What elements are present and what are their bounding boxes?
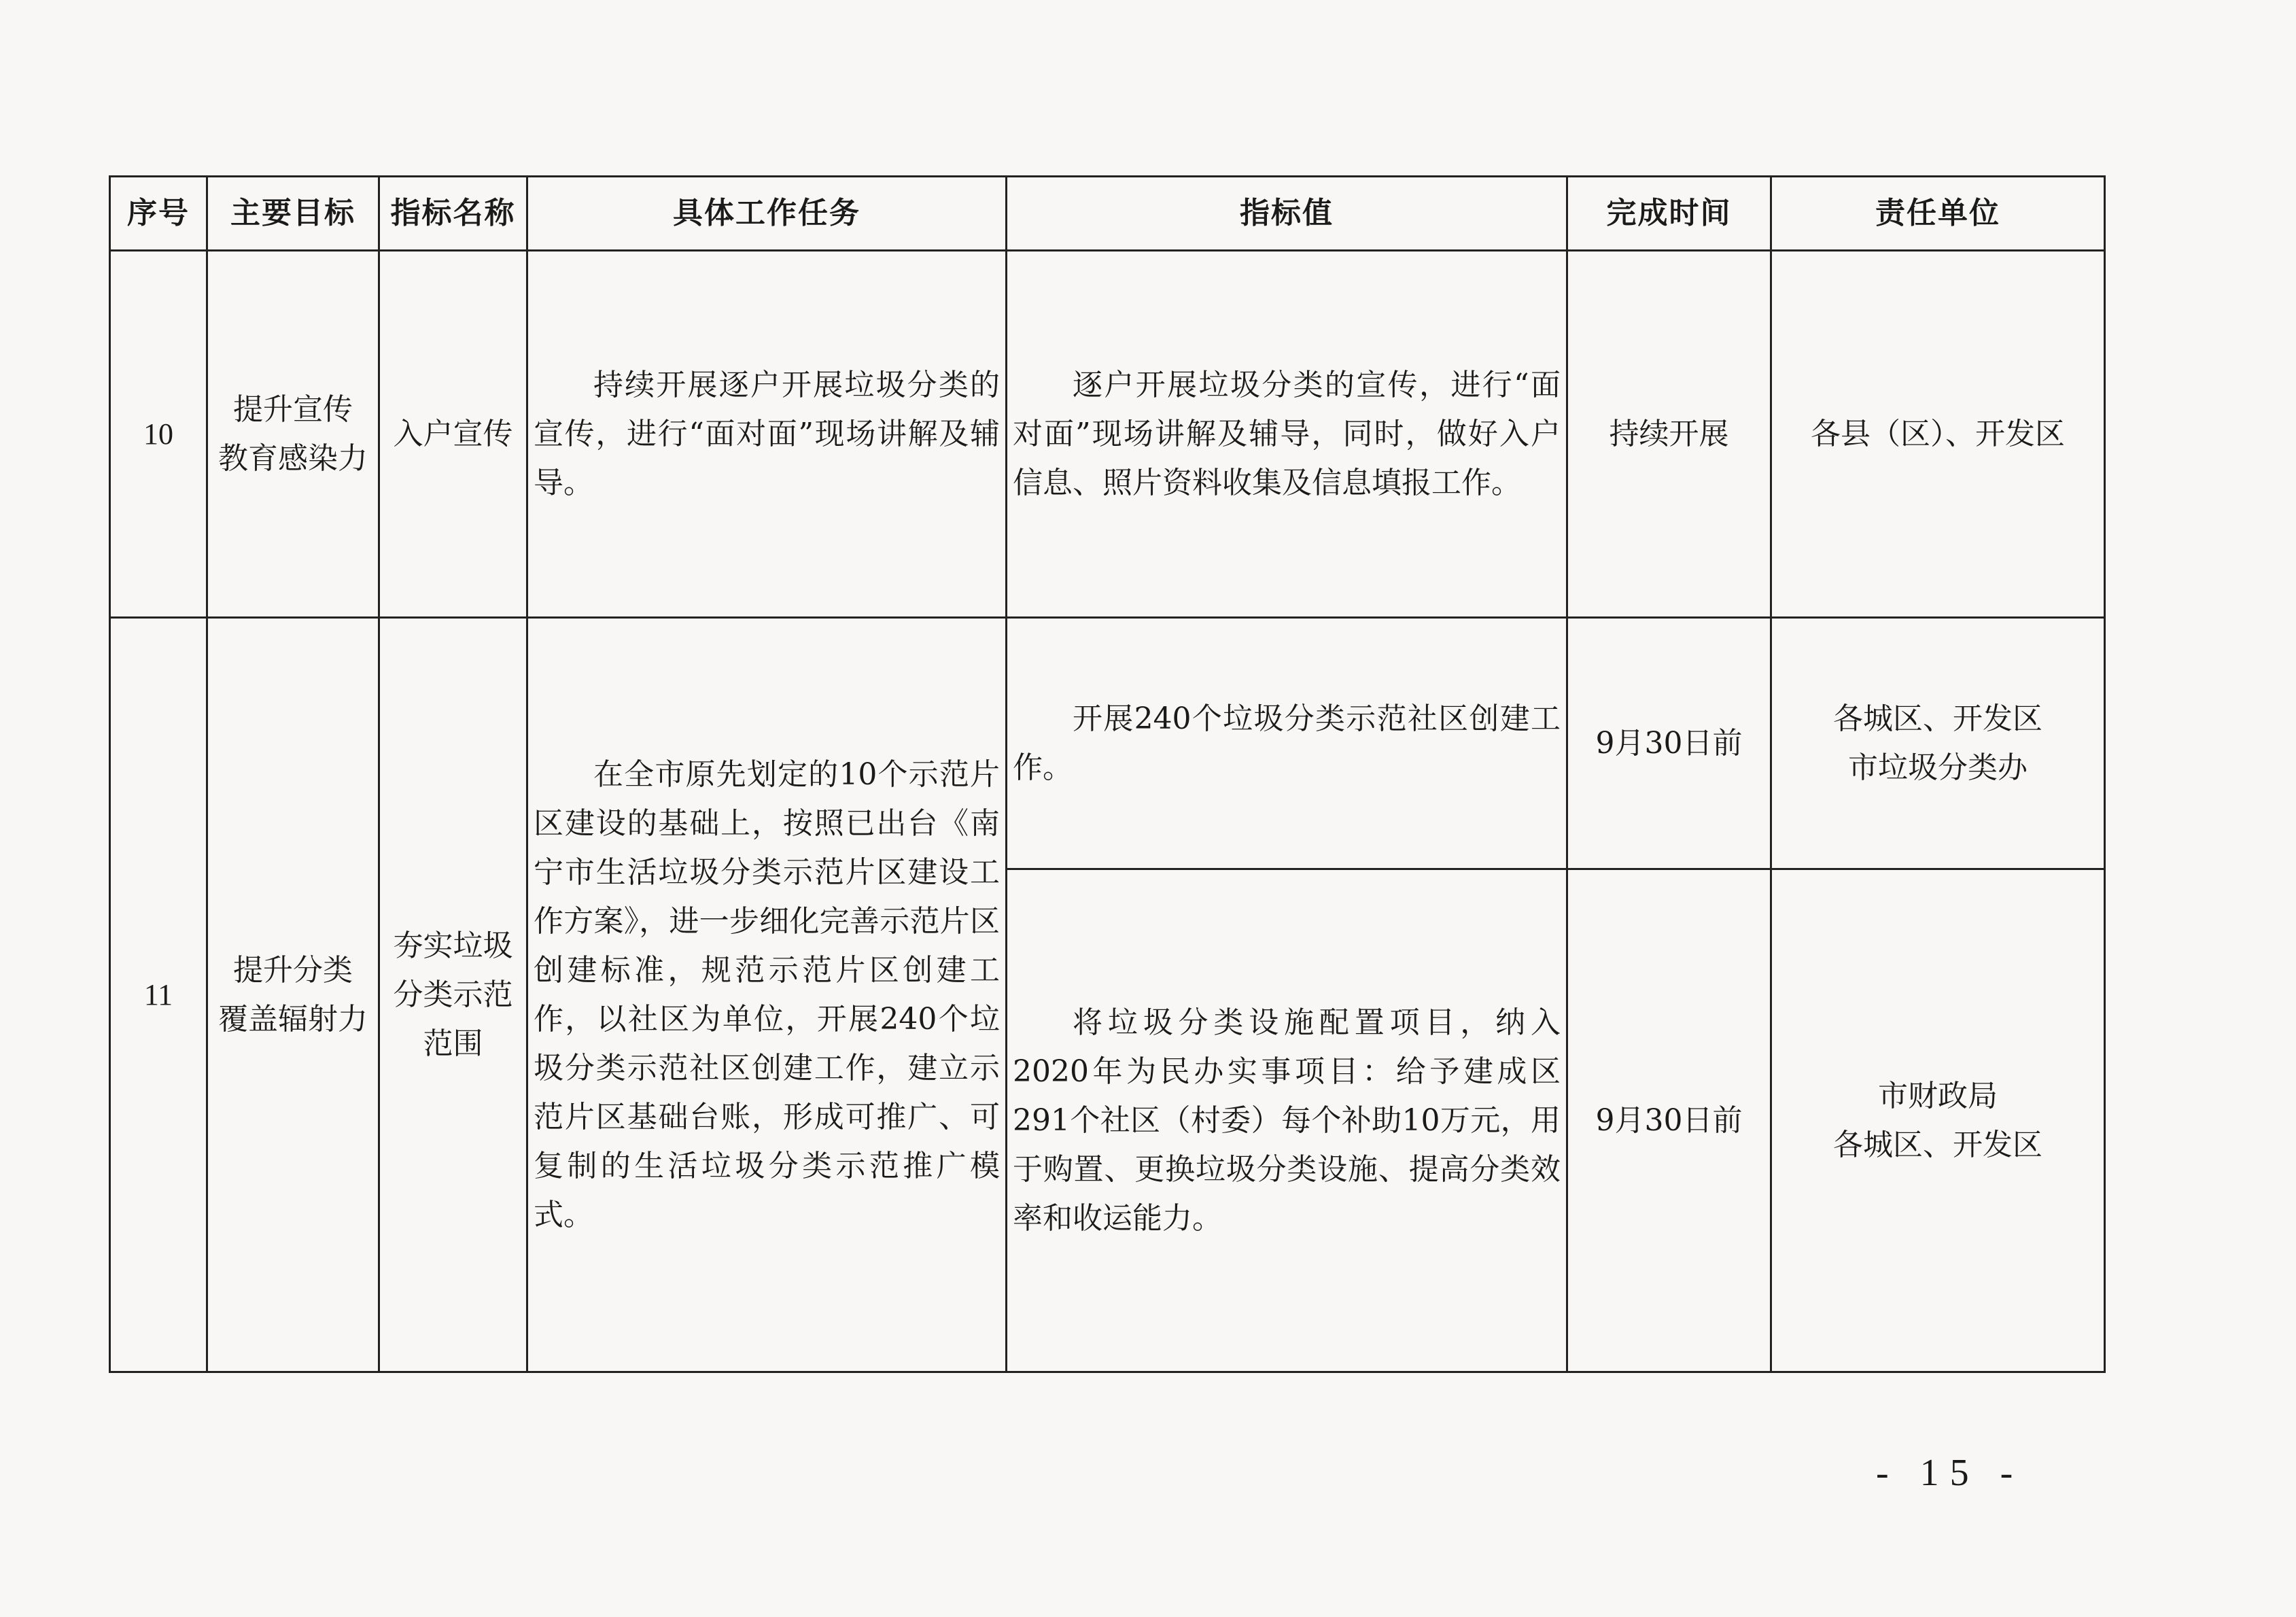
row-deadline: 9月30日前 [1567, 869, 1771, 1372]
row-seq: 10 [110, 251, 207, 618]
row-responsible-line: 各县（区）、开发区 [1811, 416, 2065, 451]
row-goal-line: 提升分类 [233, 952, 353, 988]
row-tasks: 持续开展逐户开展垃圾分类的宣传，进行“面对面”现场讲解及辅导。 [527, 251, 1007, 618]
row-responsible [1771, 618, 2105, 869]
row-indicator-name-line: 夯实垃圾 [393, 928, 513, 963]
row-tasks: 在全市原先划定的10个示范片区建设的基础上，按照已出台《南宁市生活垃圾分类示范片区建设工作方案》，进一步细化完善示范片区创建标准，规范示范片区创建工作，以社区为单位，开展240个垃圾分类示范社区创建工作，建立示范片区基础台账，形成可推广、可复制的生活垃圾分类示范推广模式。 [527, 618, 1007, 1372]
row-seq: 11 [110, 618, 207, 1372]
row-responsible-line: 市垃圾分类办 [1848, 750, 2028, 785]
row-deadline: 9月30日前 [1567, 618, 1771, 869]
row-responsible-line: 各城区、开发区 [1833, 1127, 2042, 1162]
header-responsible: 责任单位 [1771, 177, 2105, 251]
header-indicator-name: 指标名称 [379, 177, 527, 251]
row-indicator-name [379, 618, 527, 1372]
header-indicator-value: 指标值 [1007, 177, 1567, 251]
row-goal [207, 251, 379, 618]
page-number: - 15 - [1876, 1452, 2024, 1494]
row-indicator-value: 开展240个垃圾分类示范社区创建工作。 [1007, 618, 1567, 869]
row-indicator-name-line: 范围 [423, 1026, 483, 1061]
header-deadline: 完成时间 [1567, 177, 1771, 251]
row-deadline: 持续开展 [1567, 251, 1771, 618]
row-responsible-line: 各城区、开发区 [1833, 701, 2042, 736]
table-row [110, 251, 2105, 618]
row-responsible [1771, 869, 2105, 1372]
table-row [110, 618, 2105, 869]
row-indicator-value: 将垃圾分类设施配置项目，纳入2020年为民办实事项目：给予建成区291个社区（村委）每个补助10万元，用于购置、更换垃圾分类设施、提高分类效率和收运能力。 [1007, 869, 1567, 1372]
row-goal [207, 618, 379, 1372]
header-seq: 序号 [110, 177, 207, 251]
row-indicator-name-line: 分类示范 [393, 977, 513, 1012]
row-goal-line: 教育感染力 [218, 440, 368, 476]
row-responsible-line: 市财政局 [1878, 1078, 1998, 1113]
table-header-row [110, 177, 2105, 251]
row-responsible [1771, 251, 2105, 618]
header-tasks: 具体工作任务 [527, 177, 1007, 251]
row-goal-line: 提升宣传 [233, 392, 353, 427]
row-indicator-name: 入户宣传 [379, 251, 527, 618]
row-indicator-value: 逐户开展垃圾分类的宣传，进行“面对面”现场讲解及辅导，同时，做好入户信息、照片资料收集及信息填报工作。 [1007, 251, 1567, 618]
row-goal-line: 覆盖辐射力 [218, 1001, 368, 1037]
work-plan-table [109, 175, 2106, 1373]
header-goal: 主要目标 [207, 177, 379, 251]
